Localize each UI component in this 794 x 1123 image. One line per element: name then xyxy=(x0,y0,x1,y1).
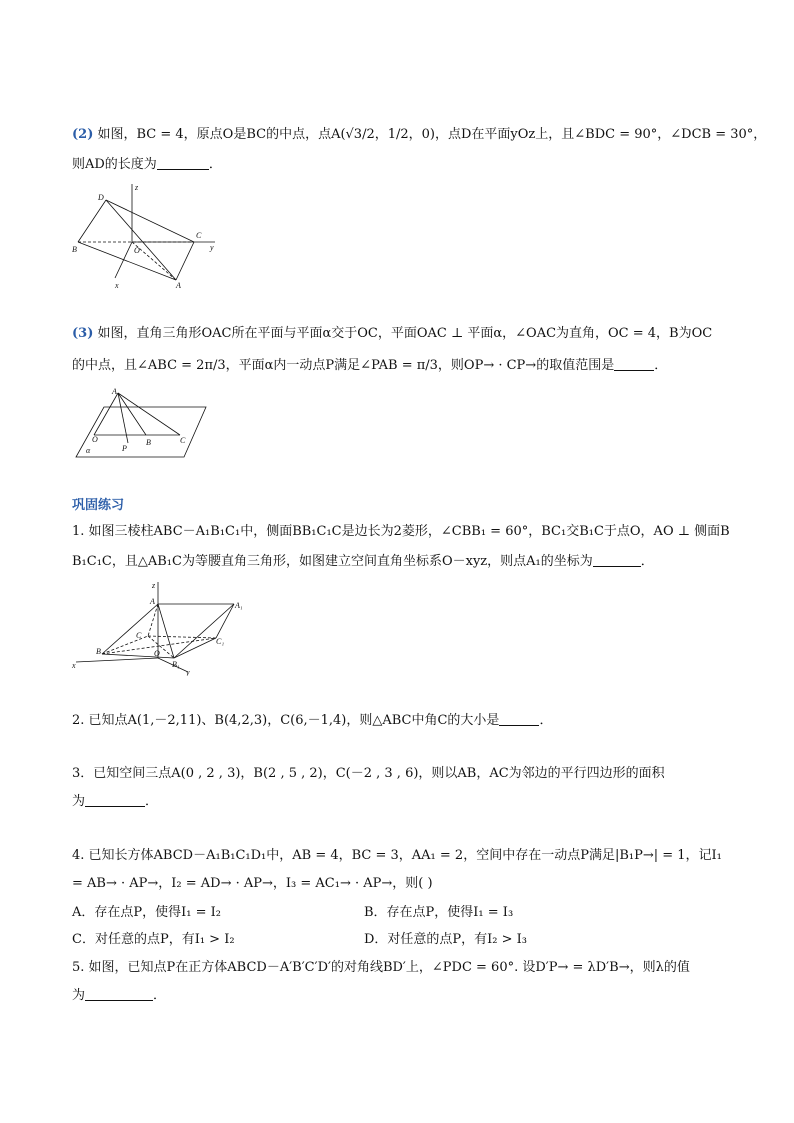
exercise-3-line-1 xyxy=(72,766,665,782)
exercise-3-line-2 xyxy=(72,794,158,810)
exercise-1-line-2 xyxy=(72,554,654,570)
answer-blank[interactable] xyxy=(593,554,641,567)
label-B: B xyxy=(72,245,77,254)
edge-B1C1 xyxy=(174,638,216,658)
edge-DC xyxy=(106,200,194,242)
exercise-5-text-2: 为 xyxy=(72,988,86,1003)
answer-blank[interactable] xyxy=(157,157,209,170)
figure-problem-3 xyxy=(72,385,212,465)
edge-AB1 xyxy=(158,604,174,658)
problem-2-tail: ． xyxy=(208,157,222,172)
problem-3-text-1: 如图，直角三角形OAC所在平面与平面α交于OC，平面OAC ⊥ 平面α，∠OAC为直角，OC = 4，B为OC xyxy=(97,326,713,341)
label-O: O xyxy=(134,246,140,255)
label-x: x xyxy=(115,281,119,290)
edge-AB xyxy=(102,604,158,654)
label-C: C xyxy=(196,231,202,240)
figure-problem-2 xyxy=(70,180,230,292)
label-x: x xyxy=(72,661,76,670)
label-A: A xyxy=(112,387,117,396)
problem-3-text-2: 的中点，且∠ABC = 2π/3，平面α内一动点P满足∠PAB = π/3，则OP→ · CP→的取值范围是 xyxy=(72,358,615,373)
answer-blank[interactable] xyxy=(499,713,539,726)
exercise-5-tail: ． xyxy=(153,988,167,1003)
label-B: B xyxy=(146,438,151,447)
label-A: A xyxy=(150,597,155,606)
edge-A1C1 xyxy=(216,604,234,638)
exercise-1-line-1 xyxy=(72,524,730,540)
x-axis xyxy=(76,658,158,662)
exercise-4-text-1: 4. 已知长方体ABCD－A₁B₁C₁D₁中，AB = 4，BC = 3，AA₁ = 2，空间中存在一动点P满足|B₁P→| = 1，记I₁ xyxy=(72,848,722,863)
label-C1: C₁ xyxy=(216,637,225,646)
exercise-2-text: 2. 已知点A(1,－2,11)、B(4,2,3)，C(6,－1,4)，则△ABC中角C的大小是 xyxy=(72,713,500,728)
exercise-5-line-2 xyxy=(72,988,166,1004)
exercise-3-text-2: 为 xyxy=(72,794,86,809)
exercise-4-line-2 xyxy=(72,876,433,892)
exercise-4-text-2: = AB→ · AP→，I₂ = AD→ · AP→，I₃ = AC₁→ · AP→，则( ) xyxy=(72,876,433,891)
problem-3-line-1 xyxy=(72,326,712,342)
label-C: C xyxy=(136,631,142,640)
edge-AO xyxy=(94,393,118,435)
problem-2-text-2: 则AD的长度为 xyxy=(72,157,157,172)
exercise-2-line-1 xyxy=(72,713,552,729)
exercise-1-text-1: 1. 如图三棱柱ABC－A₁B₁C₁中，侧面BB₁C₁C是边长为2菱形，∠CBB₁ = 60°，BC₁交B₁C于点O，AO ⊥ 侧面B xyxy=(72,524,730,539)
label-B1: B₁ xyxy=(172,660,180,669)
label-O: O xyxy=(92,435,98,444)
option-A[interactable]: A．存在点P，使得I₁ = I₂ xyxy=(72,905,221,920)
label-C: C xyxy=(180,436,186,445)
edge-CA xyxy=(176,242,194,280)
exercise-4-line-1 xyxy=(72,848,722,864)
exercise-5-text-1: 5. 如图，已知点P在正方体ABCD－A′B′C′D′的对角线BD′上，∠PDC = 60°. 设D′P→ = λD′B→，则λ的值 xyxy=(72,960,690,975)
label-z: z xyxy=(135,183,139,192)
problem-2-text-1: 如图，BC = 4，原点O是BC的中点，点A(√3/2，1/2，0)，点D在平面yOz上，且∠BDC = 90°，∠DCB = 30°， xyxy=(97,127,767,142)
label-y: y xyxy=(186,668,190,676)
label-y: y xyxy=(210,243,214,252)
exercise-3-text-1: 3．已知空间三点A(0 , 2 , 3)，B(2 , 5 , 2)，C(－2 , 3 , 6)，则以AB，AC为邻边的平行四边形的面积 xyxy=(72,766,665,781)
problem-2-line-1 xyxy=(72,127,766,143)
problem-2-number: (2) xyxy=(72,127,94,142)
option-C[interactable]: C．对任意的点P，有I₁ > I₂ xyxy=(72,932,235,947)
label-O: O xyxy=(154,649,160,658)
problem-3-line-2 xyxy=(72,358,667,374)
problem-2-line-2 xyxy=(72,157,222,173)
exercise-3-tail: ． xyxy=(145,794,159,809)
exercise-5-line-1 xyxy=(72,960,690,976)
answer-blank[interactable] xyxy=(85,988,153,1001)
label-alpha: α xyxy=(86,446,91,455)
problem-3-tail: ． xyxy=(654,358,668,373)
edge-DB xyxy=(78,200,106,242)
section-title: 巩固练习 xyxy=(72,498,125,513)
edge-A1B1 xyxy=(174,604,234,658)
option-B[interactable]: B．存在点P，使得I₁ = I₃ xyxy=(364,905,514,920)
edge-BA xyxy=(78,242,176,280)
answer-blank[interactable] xyxy=(614,358,654,371)
label-A1: A₁ xyxy=(235,601,243,610)
label-B: B xyxy=(96,647,101,656)
option-D[interactable]: D．对任意的点P，有I₂ > I₃ xyxy=(364,932,528,947)
exercise-1-tail: ． xyxy=(640,554,654,569)
edge-BB1 xyxy=(102,654,174,658)
label-P: P xyxy=(122,444,127,453)
exercise-2-tail: ． xyxy=(539,713,553,728)
problem-3-number: (3) xyxy=(72,326,94,341)
label-A: A xyxy=(176,281,181,290)
edge-AC xyxy=(118,393,180,435)
edge-DA xyxy=(106,200,176,280)
figure-exercise-1 xyxy=(70,576,250,676)
label-z: z xyxy=(152,581,156,590)
answer-blank[interactable] xyxy=(85,794,145,807)
label-D: D xyxy=(98,193,104,202)
exercise-1-text-2: B₁C₁C，且△AB₁C为等腰直角三角形，如图建立空间直角坐标系O－xyz，则点A₁的坐标为 xyxy=(72,554,593,569)
